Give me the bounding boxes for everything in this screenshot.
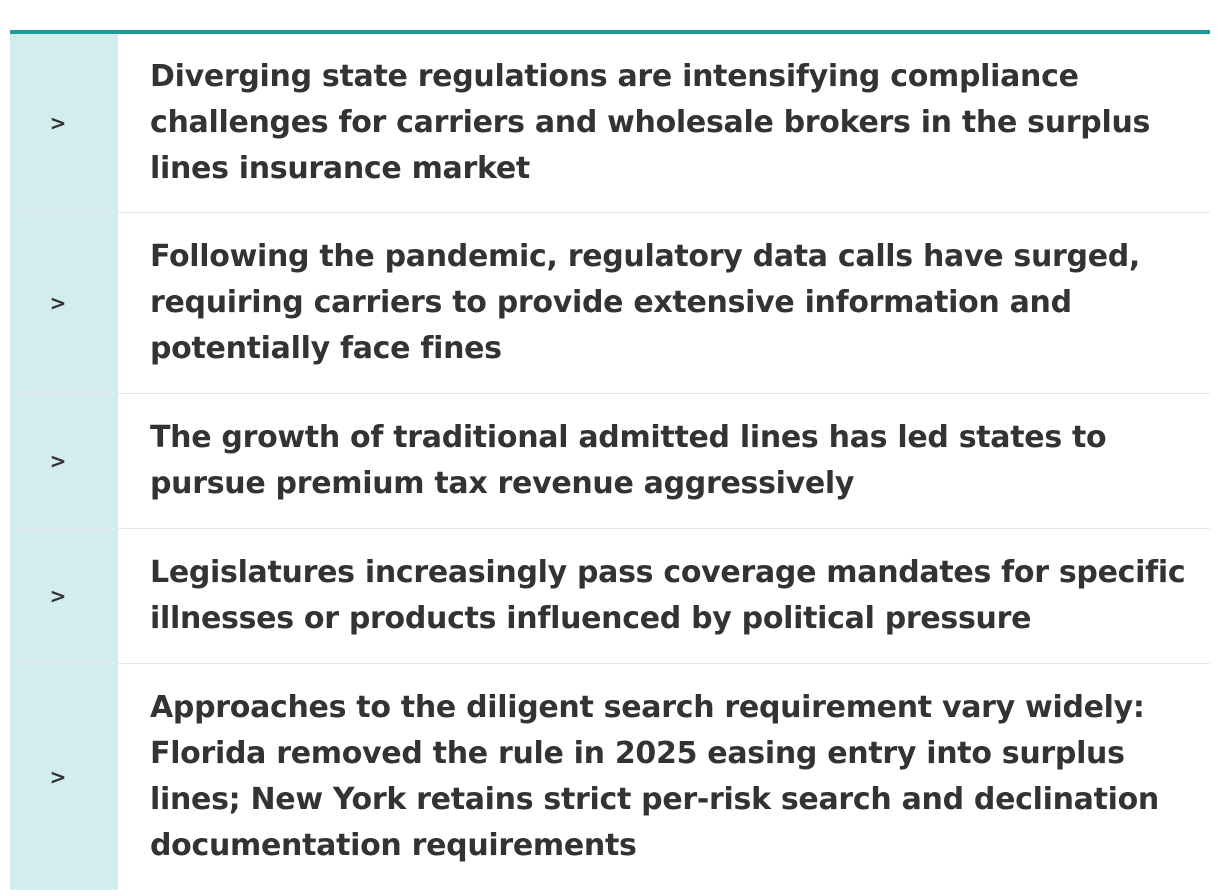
list-item-text-cell xyxy=(118,529,1210,663)
list-item-text: Following the pandemic, regulatory data calls have surged, requiring carriers to provide extensive information and potentially face fines xyxy=(150,239,1141,366)
list-item xyxy=(10,529,1210,664)
list-item-text: The growth of traditional admitted lines has led states to pursue premium tax revenue aggressively xyxy=(150,420,1107,501)
chevron-right-icon: > xyxy=(49,111,67,135)
list-item-text-cell xyxy=(118,34,1210,212)
marker-cell xyxy=(10,213,118,393)
chevron-right-icon: > xyxy=(49,291,67,315)
marker-cell xyxy=(10,394,118,528)
list-item-text: Legislatures increasingly pass coverage mandates for specific illnesses or products influenced by political pressure xyxy=(150,555,1186,636)
list-item xyxy=(10,213,1210,394)
list-item-text-cell xyxy=(118,213,1210,393)
list-item-text-cell xyxy=(118,394,1210,528)
list-item xyxy=(10,394,1210,529)
list-item-text-cell xyxy=(118,664,1210,890)
chevron-right-icon: > xyxy=(49,449,67,473)
chevron-right-icon: > xyxy=(49,584,67,608)
list-item xyxy=(10,664,1210,890)
key-takeaways-list xyxy=(10,30,1210,890)
marker-cell xyxy=(10,664,118,890)
chevron-right-icon: > xyxy=(49,765,67,789)
list-item-text: Approaches to the diligent search requirement vary widely: Florida removed the rule in 2025 easing entry into surplus lines; New York retains strict per-risk search and declination documentation requirements xyxy=(150,690,1159,863)
list-item xyxy=(10,34,1210,213)
marker-cell xyxy=(10,34,118,212)
list-item-text: Diverging state regulations are intensifying compliance challenges for carriers and wholesale brokers in the surplus lines insurance market xyxy=(150,59,1151,186)
marker-cell xyxy=(10,529,118,663)
